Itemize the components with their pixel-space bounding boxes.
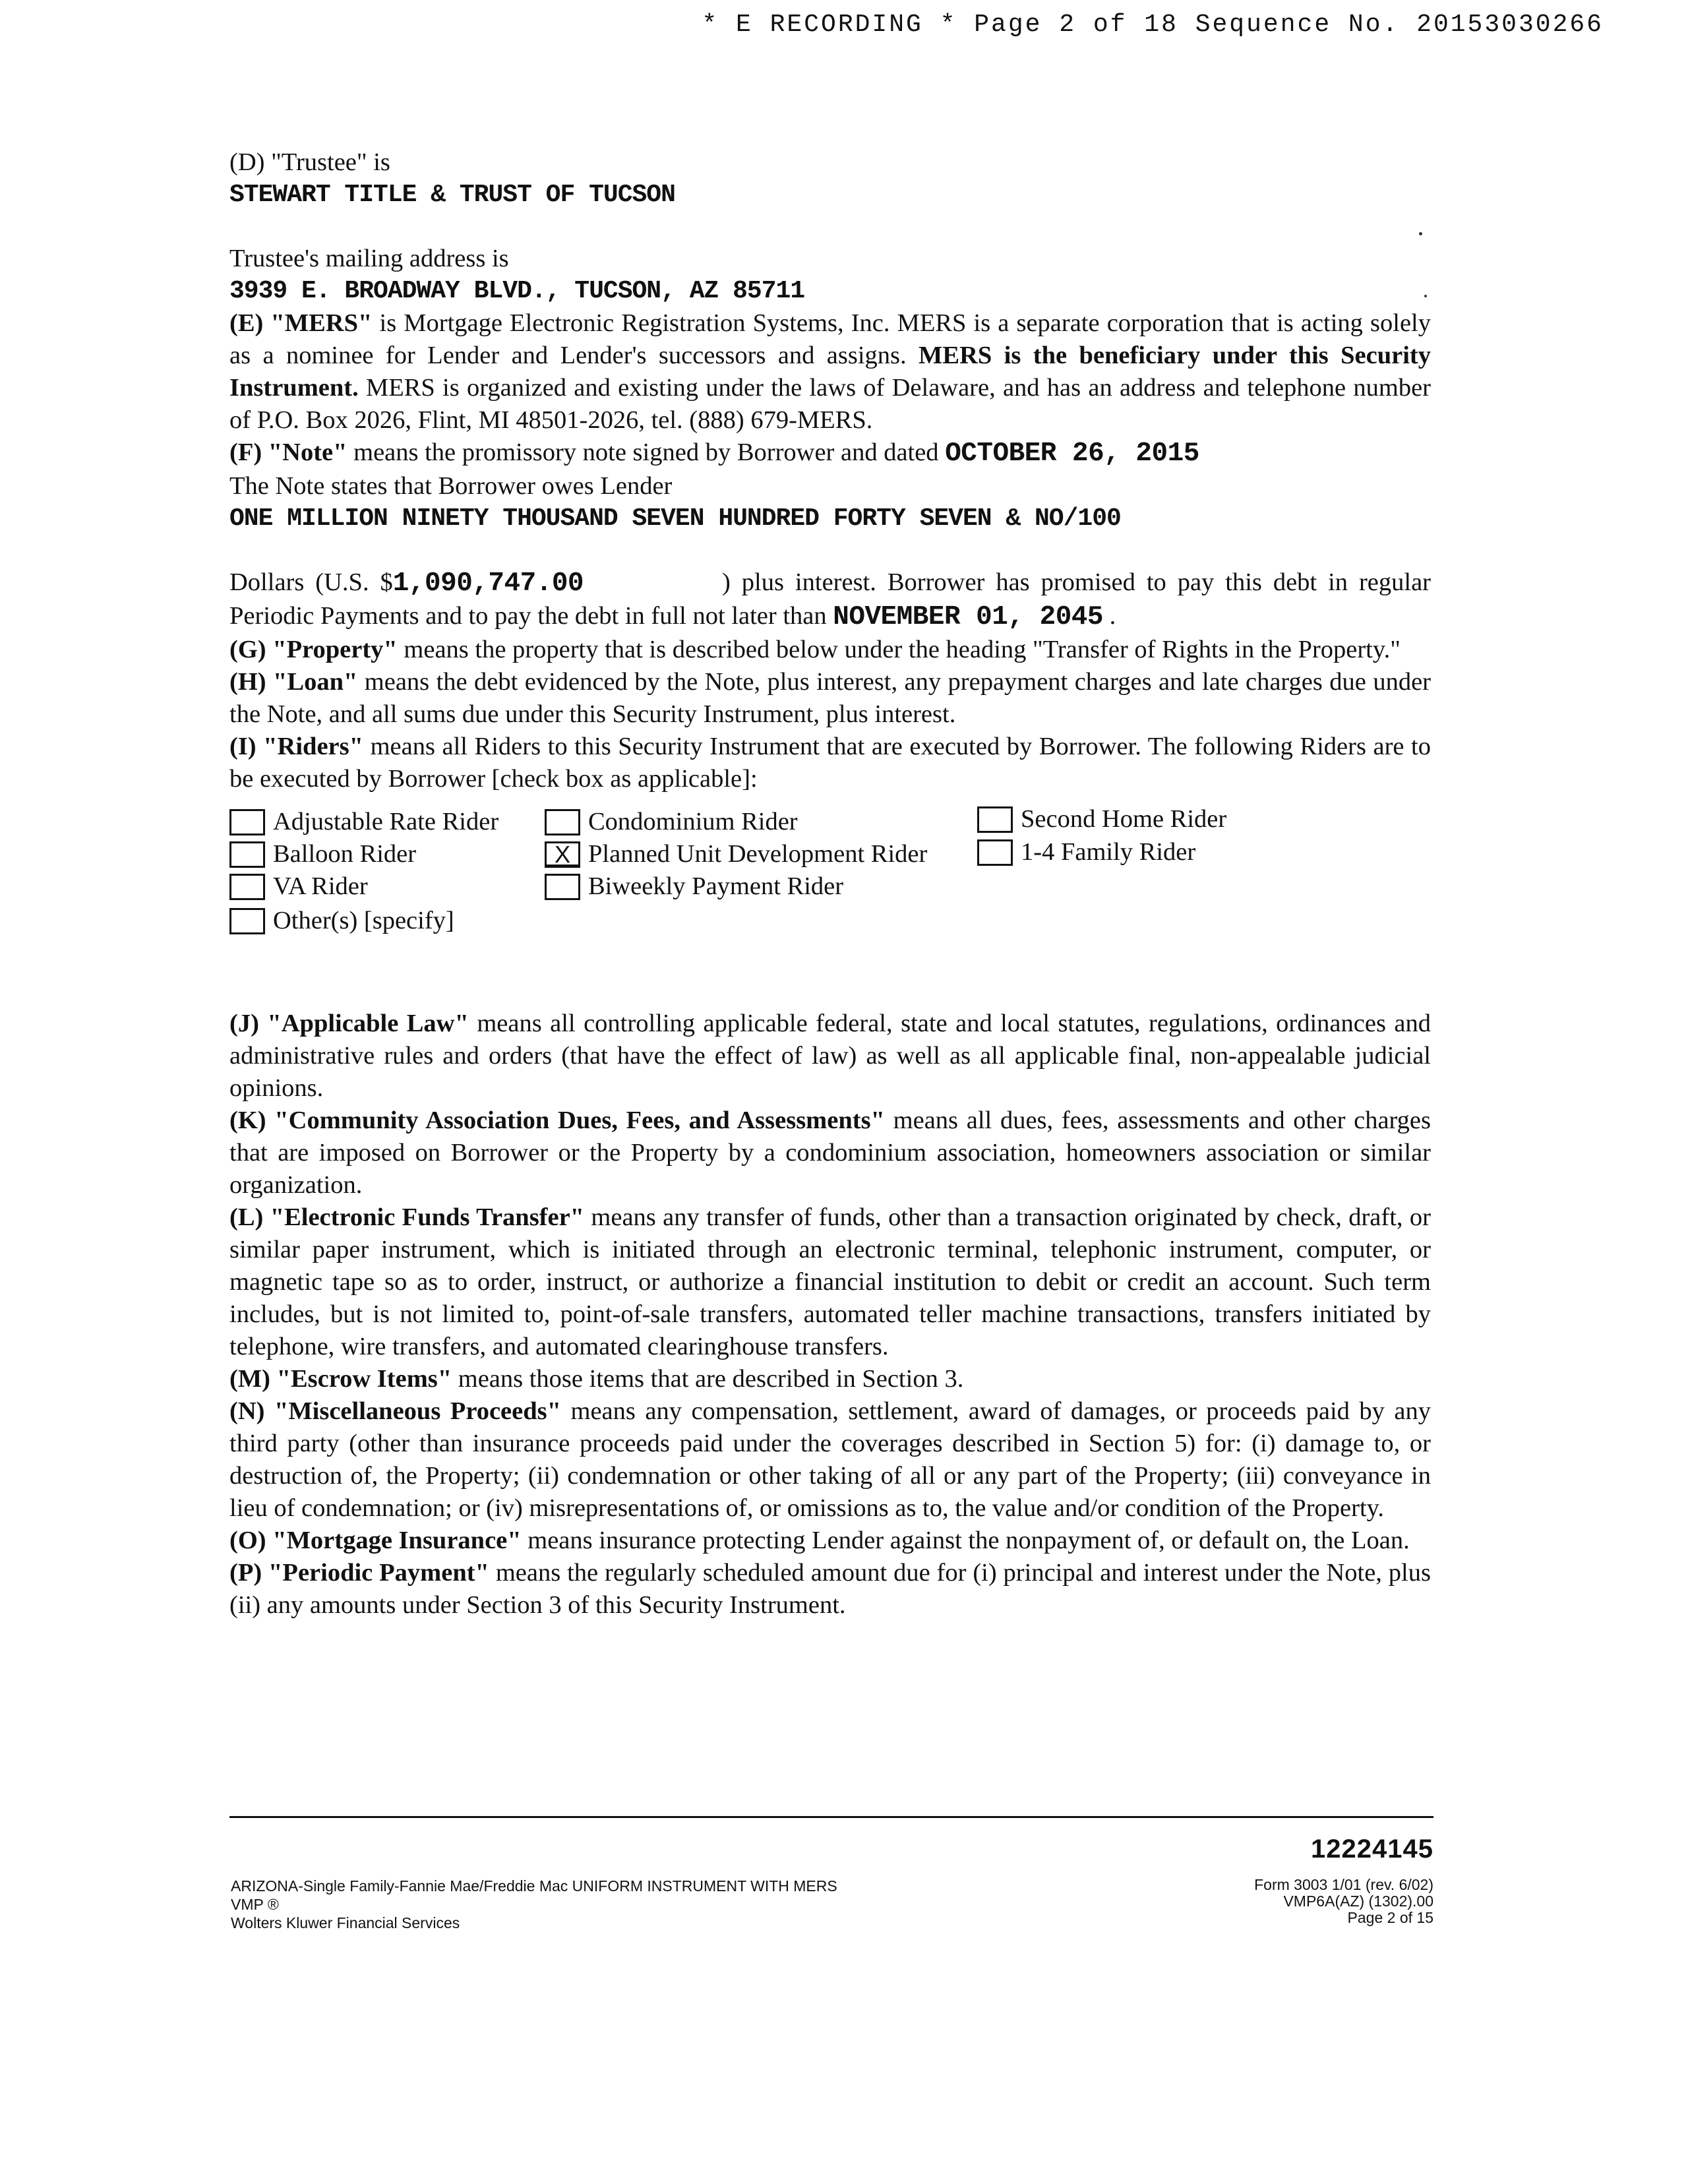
footer-vmp: VMP ® [231, 1896, 279, 1913]
rider-checkbox[interactable] [229, 908, 265, 934]
rider-checkbox-checked[interactable]: X [545, 841, 580, 868]
definition-l-text: means any transfer of funds, other than a transaction originated by check, draft, or similar paper instrument, which is initiated through an electronic terminal, telephonic instrument, computer, or magnetic tape so as to order, instruct, or authorize a financial institution to debit or credit an account. Such term includes, but is not limited to, point-of-sale transfers, automated teller machine transactions, transfers initiated by telephone, wire transfers, and automated clearinghouse transfers. [229, 1203, 1431, 1360]
rider-label: Condominium Rider [588, 808, 798, 835]
rider-checkbox[interactable] [545, 809, 580, 835]
rider-checkbox[interactable] [229, 809, 265, 835]
definition-o-text: means insurance protecting Lender against the nonpayment of, or default on, the Loan. [521, 1527, 1410, 1554]
definition-h [229, 666, 1431, 731]
definition-k [229, 1105, 1431, 1201]
rider-va [229, 870, 368, 903]
rider-checkbox[interactable] [229, 841, 265, 868]
rider-condominium [545, 806, 798, 838]
definition-k-label: (K) "Community Association Dues, Fees, and Assessments" [229, 1107, 885, 1134]
footer-publisher: Wolters Kluwer Financial Services [231, 1914, 460, 1931]
definition-l [229, 1201, 1431, 1363]
definition-j-text: means all controlling applicable federal, state and local statutes, regulations, ordinances and administrative rules and orders (that have the effect of law) as well as all applicable final, non-appealable judicial opinions. [229, 1010, 1431, 1102]
definition-m-label: (M) "Escrow Items" [229, 1365, 452, 1393]
definition-o-label: (O) "Mortgage Insurance" [229, 1527, 522, 1554]
trustee-address-intro: Trustee's mailing address is [229, 245, 509, 272]
rider-label: Other(s) [specify] [273, 907, 454, 934]
definition-e-bold: MERS is the beneficiary under this Security Instrument. [229, 342, 1432, 402]
definition-i [229, 731, 1431, 795]
definition-m-text: means those items that are described in Section 3. [452, 1365, 964, 1393]
definition-m [229, 1363, 1431, 1395]
rider-checkbox[interactable] [977, 806, 1013, 833]
definition-e-text-2: MERS is organized and existing under the laws of Delaware, and has an address and telephone number of P.O. Box 2026, Flint, MI 48501-2026, tel. (888) 679-MERS. [229, 374, 1431, 434]
definition-f-label: (F) "Note" [229, 439, 347, 466]
maturity-date: NOVEMBER 01, 2045 [833, 602, 1104, 632]
dollars-suffix: ) plus interest. Borrower has promised to pay this debt in regular Periodic Payments and to pay the debt in full not later than [229, 568, 1431, 630]
definition-k-text: means all dues, fees, assessments and other charges that are imposed on Borrower or the Property by a condominium association, homeowners association or similar organization. [229, 1107, 1431, 1199]
rider-label: VA Rider [273, 872, 368, 900]
document-body [229, 146, 1431, 1622]
amount-in-words: ONE MILLION NINETY THOUSAND SEVEN HUNDRED FORTY SEVEN & NO/100 [229, 504, 1121, 533]
rider-label: 1-4 Family Rider [1021, 838, 1196, 866]
definition-i-text: means all Riders to this Security Instrument that are executed by Borrower. The following Riders are to be executed by Borrower [check box as applicable]: [229, 733, 1431, 793]
rider-other [229, 905, 454, 937]
dollars-paragraph: Dollars (U.S. $1,090,747.00 ) plus interest. Borrower has promised to pay this debt in regular Periodic Payments and to pay the debt in full not later than NOVEMBER 01, 2045 . [229, 568, 1431, 632]
definition-j-label: (J) "Applicable Law" [229, 1010, 469, 1037]
footer-vmp-code: VMP6A(AZ) (1302).00 [1283, 1893, 1433, 1910]
rider-checkbox[interactable] [977, 839, 1013, 866]
footer-form-title: ARIZONA-Single Family-Fannie Mae/Freddie Mac UNIFORM INSTRUMENT WITH MERS [231, 1877, 837, 1895]
dollars-prefix: Dollars (U.S. $ [229, 568, 393, 596]
definition-g [229, 634, 1431, 666]
definition-e-text: is Mortgage Electronic Registration Systems, Inc. MERS is a separate corporation that is acting solely as a nominee for Lender and Lender's successors and assigns. [229, 309, 1431, 369]
rider-label: Planned Unit Development Rider [588, 840, 928, 868]
rider-checkbox[interactable] [545, 874, 580, 900]
definition-o [229, 1525, 1431, 1557]
definition-p [229, 1557, 1431, 1622]
definition-n [229, 1395, 1431, 1525]
definition-f-text: means the promissory note signed by Borrower and dated [347, 439, 946, 466]
definition-e-label: (E) "MERS" [229, 309, 373, 337]
rider-balloon [229, 838, 416, 870]
rider-second-home [977, 803, 1226, 835]
rider-label: Balloon Rider [273, 840, 417, 868]
definition-l-label: (L) "Electronic Funds Transfer" [229, 1203, 585, 1231]
definition-e [229, 307, 1431, 437]
trustee-intro: (D) "Trustee" is [229, 148, 390, 176]
note-date: OCTOBER 26, 2015 [945, 439, 1199, 469]
riders-checklist [229, 806, 1431, 944]
loan-amount: 1,090,747.00 [392, 568, 584, 599]
definition-f [229, 437, 1431, 470]
rider-label: Biweekly Payment Rider [588, 872, 844, 900]
rider-adjustable-rate [229, 806, 498, 838]
definition-j [229, 1008, 1431, 1105]
footer-divider [229, 1816, 1433, 1818]
footer-page-number: Page 2 of 15 [1347, 1909, 1433, 1926]
trustee-name: STEWART TITLE & TRUST OF TUCSON [229, 181, 675, 209]
rider-planned-unit-development [545, 838, 927, 870]
rider-label: Second Home Rider [1021, 805, 1227, 833]
rider-checkbox[interactable] [229, 874, 265, 900]
rider-biweekly-payment [545, 870, 843, 903]
loan-number: 12224145 [1311, 1835, 1433, 1864]
definition-n-text: means any compensation, settlement, award of damages, or proceeds paid by any third party (other than insurance proceeds paid under the coverages described in Section 5) for: (i) damage to, or destruction of, the Property; (ii) condemnation or other taking of all or any part of the Property; (iii) conveyance in lieu of condemnation; or (iv) misrepresentations of, or omissions as to, the value and/or condition of the Property. [229, 1397, 1431, 1522]
definition-h-text: means the debt evidenced by the Note, plus interest, any prepayment charges and late charges due under the Note, and all sums due under this Security Instrument, plus interest. [229, 668, 1431, 728]
footer-form-info [231, 1877, 837, 1932]
footer-form-ids [1254, 1829, 1433, 1926]
definition-p-text: means the regularly scheduled amount due for (i) principal and interest under the Note, plus (ii) any amounts under Section 3 of this Security Instrument. [229, 1559, 1431, 1619]
rider-label: Adjustable Rate Rider [273, 808, 499, 835]
rider-one-to-four-family [977, 836, 1195, 868]
definition-g-text: means the property that is described below under the heading "Transfer of Rights in the Property." [397, 636, 1401, 663]
definition-g-label: (G) "Property" [229, 636, 398, 663]
definition-i-label: (I) "Riders" [229, 733, 364, 760]
recording-header: * E RECORDING * Page 2 of 18 Sequence No. 20153030266 [702, 11, 1604, 39]
footer-form-number: Form 3003 1/01 (rev. 6/02) [1254, 1876, 1433, 1893]
definition-h-label: (H) "Loan" [229, 668, 358, 696]
note-owes-line: The Note states that Borrower owes Lender [229, 472, 673, 500]
definition-n-label: (N) "Miscellaneous Proceeds" [229, 1397, 561, 1425]
trustee-address: 3939 E. BROADWAY BLVD., TUCSON, AZ 85711 [229, 277, 805, 305]
definition-p-label: (P) "Periodic Payment" [229, 1559, 489, 1587]
